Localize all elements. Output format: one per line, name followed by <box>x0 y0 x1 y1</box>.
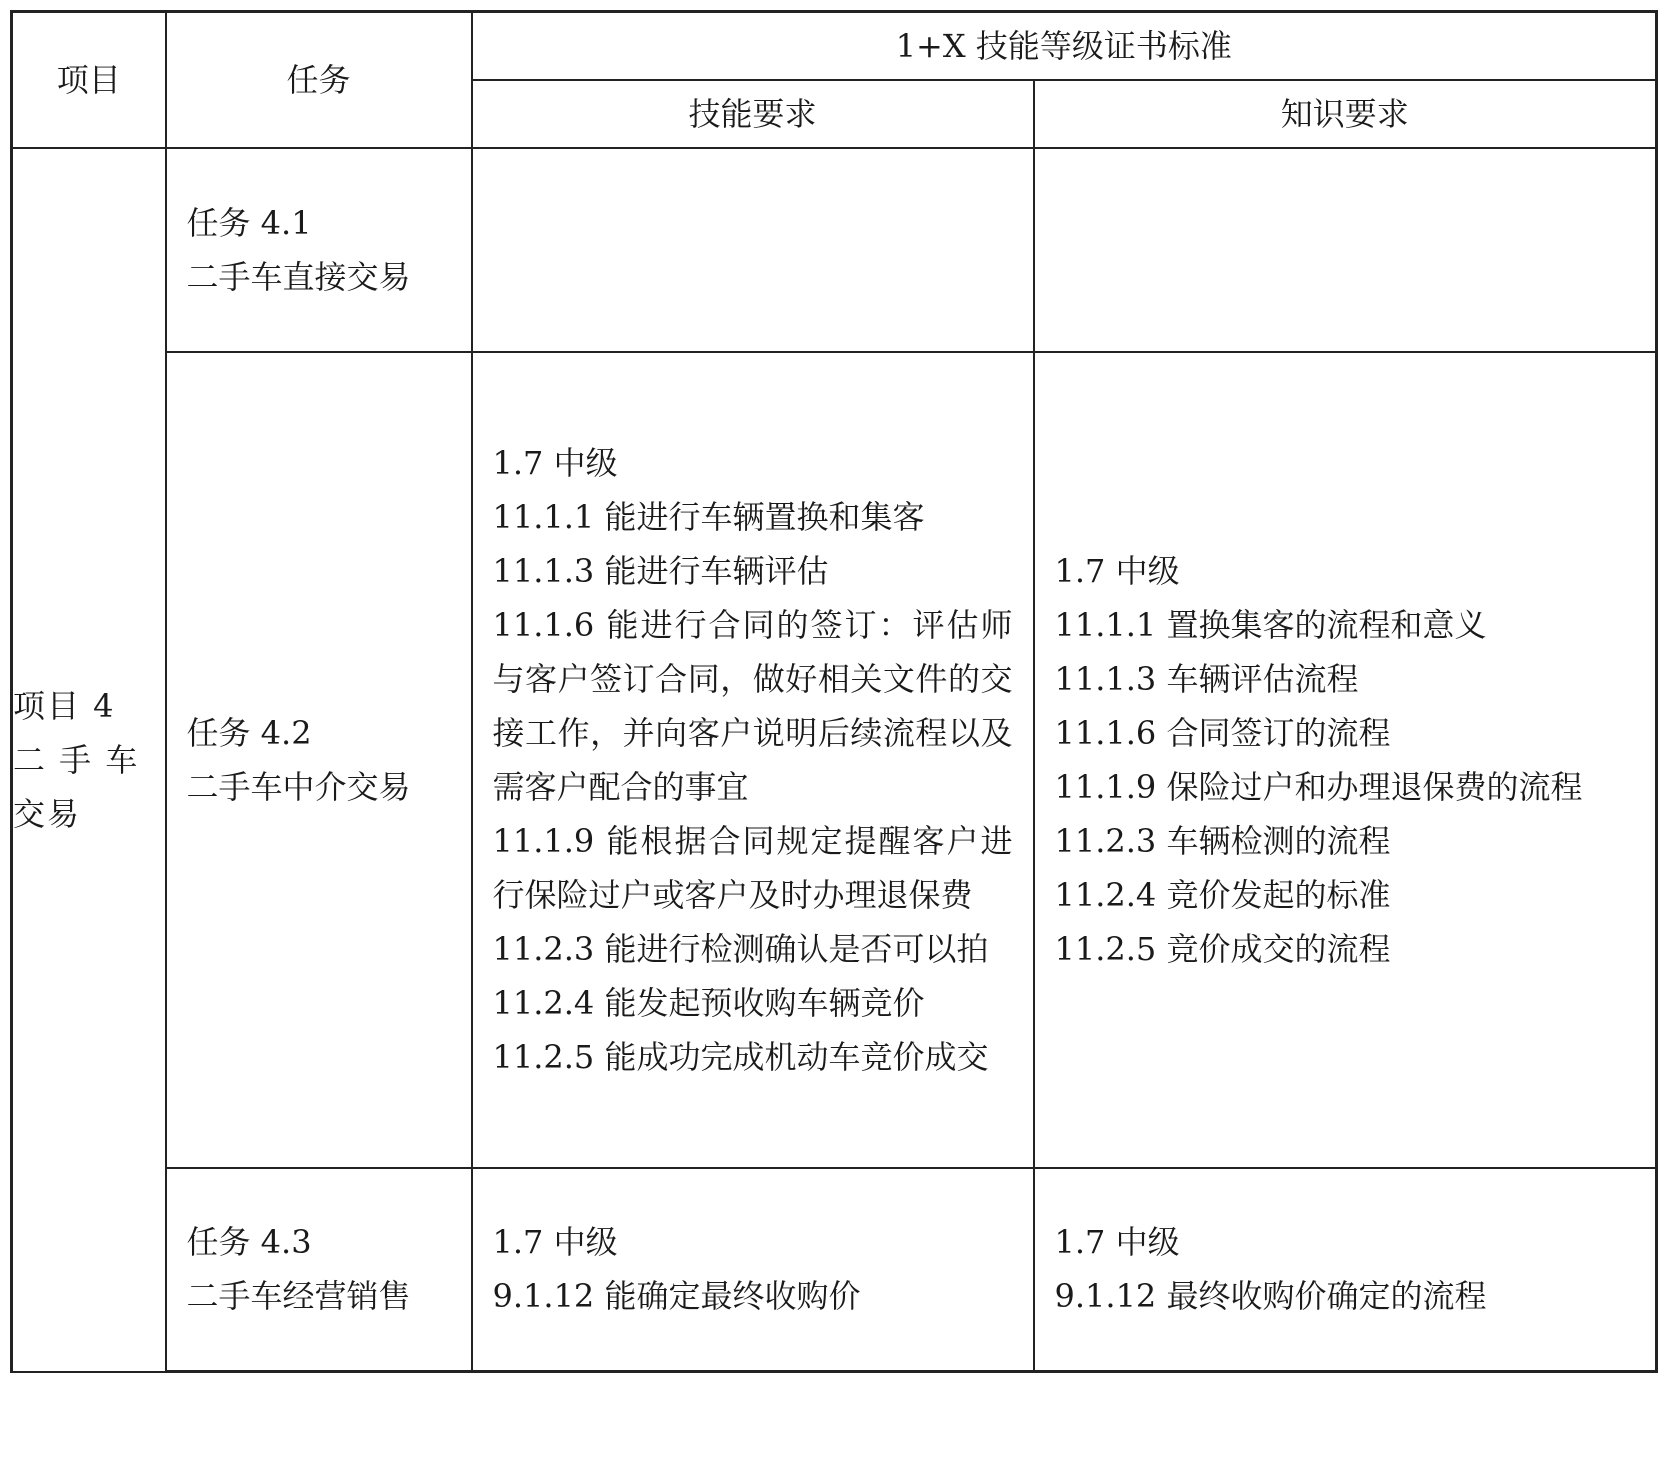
task-number: 任务 4.3 <box>186 1223 312 1262</box>
table-row-task-4-3 <box>12 1168 1657 1372</box>
task-number: 任务 4.2 <box>186 713 312 752</box>
project-line: 交易 <box>13 794 82 833</box>
skill-cell <box>472 1168 1034 1372</box>
task-title: 二手车直接交易 <box>186 257 411 296</box>
knowledge-item: 1.7 中级 <box>1054 551 1180 590</box>
skill-cell <box>472 148 1034 352</box>
project-line: 项目 4 <box>13 686 116 725</box>
header-row-1 <box>12 12 1657 80</box>
header-standard: 1+X 技能等级证书标准 <box>472 12 1657 80</box>
skill-item: 11.1.6 能进行合同的签订：评估师与客户签订合同，做好相关文件的交接工作，并向客户说明后续流程以及需客户配合的事宜 <box>492 605 1013 806</box>
knowledge-item: 11.1.1 置换集客的流程和意义 <box>1054 605 1487 644</box>
knowledge-item: 11.2.4 竞价发起的标准 <box>1054 875 1391 914</box>
knowledge-item: 11.1.6 合同签订的流程 <box>1054 713 1391 752</box>
table-row-task-4-1 <box>12 148 1657 352</box>
task-cell <box>166 148 472 352</box>
knowledge-cell <box>1034 352 1657 1168</box>
project-cell <box>12 148 166 1372</box>
skill-item: 11.2.4 能发起预收购车辆竞价 <box>492 983 925 1022</box>
skill-item: 11.1.3 能进行车辆评估 <box>492 551 829 590</box>
knowledge-item: 1.7 中级 <box>1054 1223 1180 1262</box>
skill-item: 11.1.1 能进行车辆置换和集客 <box>492 497 925 536</box>
knowledge-cell <box>1034 1168 1657 1372</box>
table-row-task-4-2 <box>12 352 1657 1168</box>
task-number: 任务 4.1 <box>186 203 312 242</box>
skill-item: 11.1.9 能根据合同规定提醒客户进行保险过户或客户及时办理退保费 <box>492 821 1013 914</box>
standards-table <box>10 10 1658 1373</box>
skill-item: 9.1.12 能确定最终收购价 <box>492 1277 861 1316</box>
header-project: 项目 <box>12 12 166 148</box>
header-task: 任务 <box>166 12 472 148</box>
knowledge-item: 11.2.5 竞价成交的流程 <box>1054 929 1391 968</box>
knowledge-item: 11.1.3 车辆评估流程 <box>1054 659 1359 698</box>
knowledge-item: 9.1.12 最终收购价确定的流程 <box>1054 1277 1487 1316</box>
skill-item: 11.2.5 能成功完成机动车竞价成交 <box>492 1037 989 1076</box>
task-cell <box>166 1168 472 1372</box>
skill-cell <box>472 352 1034 1168</box>
header-skill-req: 技能要求 <box>472 80 1034 148</box>
skill-item: 1.7 中级 <box>492 1223 618 1262</box>
task-cell <box>166 352 472 1168</box>
knowledge-item: 11.2.3 车辆检测的流程 <box>1054 821 1391 860</box>
header-knowledge-req: 知识要求 <box>1034 80 1657 148</box>
project-line: 二 手 车 <box>13 740 140 779</box>
knowledge-cell <box>1034 148 1657 352</box>
skill-item: 1.7 中级 <box>492 443 618 482</box>
knowledge-item: 11.1.9 保险过户和办理退保费的流程 <box>1054 767 1583 806</box>
task-title: 二手车经营销售 <box>186 1277 411 1316</box>
task-title: 二手车中介交易 <box>186 767 411 806</box>
skill-item: 11.2.3 能进行检测确认是否可以拍 <box>492 929 989 968</box>
